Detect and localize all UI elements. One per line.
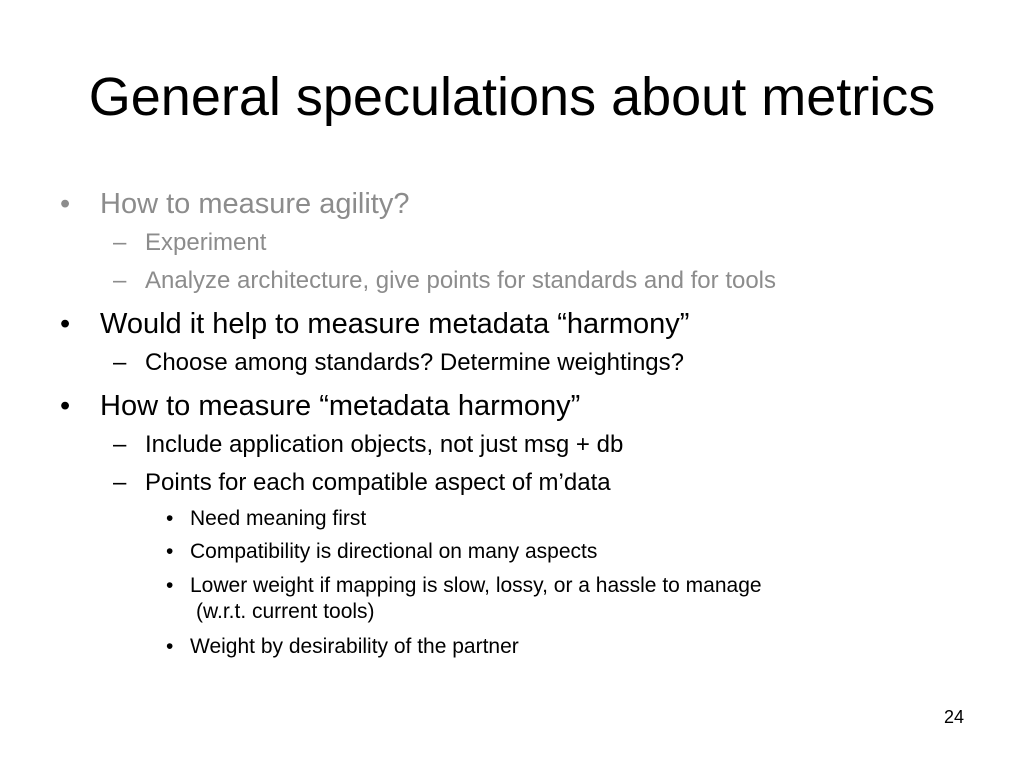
sub-bullet-2-text: Compatibility is directional on many aspects — [190, 540, 598, 563]
sub-bullet-3-text: Lower weight if mapping is slow, lossy, or a hassle to manage — [190, 574, 762, 597]
bullet-marker: • — [166, 635, 174, 658]
bullet-marker: • — [166, 574, 174, 597]
bullet-marker: • — [166, 540, 174, 563]
bullet-1-text: How to measure agility? — [100, 188, 410, 220]
bullet-3-text: How to measure “metadata harmony” — [100, 390, 581, 422]
dash-marker: – — [113, 469, 127, 496]
sub-bullet-3-continuation: (w.r.t. current tools) — [196, 600, 375, 623]
dash-marker: – — [113, 229, 127, 256]
dash-marker: – — [113, 349, 127, 376]
bullet-2-text: Would it help to measure metadata “harmony” — [100, 308, 690, 340]
bullet-marker: • — [60, 308, 71, 340]
page-number: 24 — [943, 707, 964, 727]
slide-title: General speculations about metrics — [88, 67, 936, 127]
bullet-1-sub-2-text: Analyze architecture, give points for standards and for tools — [145, 267, 777, 294]
bullet-marker: • — [60, 390, 71, 422]
dash-marker: – — [113, 267, 127, 294]
bullet-3-sub-2-text: Points for each compatible aspect of m’data — [145, 469, 611, 496]
sub-bullet-4-text: Weight by desirability of the partner — [190, 635, 519, 658]
bullet-marker: • — [166, 507, 174, 530]
sub-bullet-1-text: Need meaning first — [190, 507, 367, 530]
dash-marker: – — [113, 431, 127, 458]
bullet-3-sub-1-text: Include application objects, not just msg + db — [145, 431, 624, 458]
bullet-marker: • — [60, 188, 71, 220]
bullet-1-sub-1-text: Experiment — [145, 229, 267, 256]
bullet-2-sub-1-text: Choose among standards? Determine weightings? — [145, 349, 684, 376]
